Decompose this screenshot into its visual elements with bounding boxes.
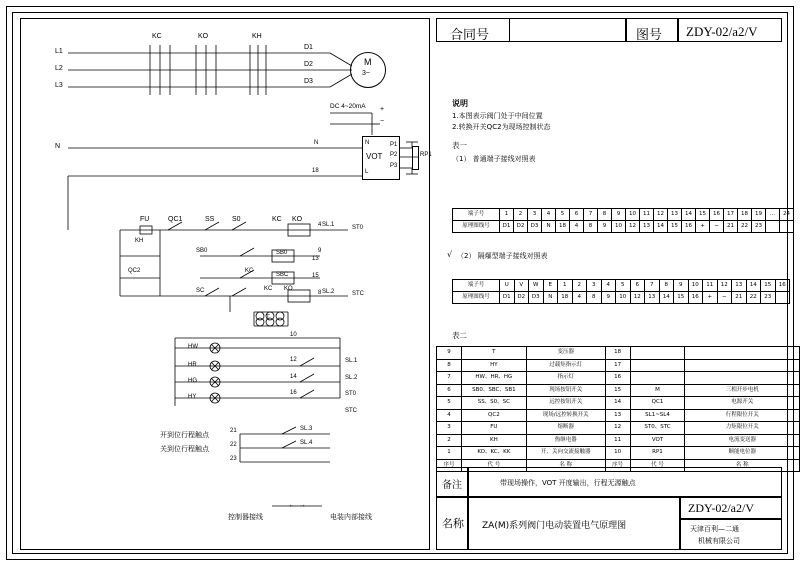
legend-cell: 3 <box>437 422 462 435</box>
terminal-no-cell: 10 <box>626 209 640 221</box>
terminal-no-cell: 11 <box>640 209 654 221</box>
wire-no-cell: 8 <box>587 292 602 304</box>
wire-no-cell: 13 <box>645 292 660 304</box>
rp1-potentiometer <box>412 146 419 170</box>
wire-no-cell: D1 <box>500 221 514 233</box>
legend-cell: 11 <box>605 434 630 447</box>
wire-10: 10 <box>290 332 297 338</box>
legend-cell: 10 <box>605 447 630 460</box>
terminal-no-cell: 4 <box>542 209 556 221</box>
label-D1: D1 <box>304 44 313 51</box>
wire-23: 23 <box>230 456 237 462</box>
terminal-no-cell: 5 <box>556 209 570 221</box>
wire-no-cell: 15 <box>674 292 689 304</box>
terminal-no-cell: 2 <box>572 280 587 292</box>
terminal-N: N <box>314 140 319 146</box>
motor-phases: 3~ <box>362 70 370 77</box>
legend-cell: 4 <box>437 409 462 422</box>
wire-15: 15 <box>312 273 319 279</box>
terminal-no-cell: 12 <box>717 280 732 292</box>
wire-no-cell: 13 <box>640 221 654 233</box>
label-T: T <box>266 315 270 321</box>
wire-no-cell: 23 <box>752 221 766 233</box>
label-QC2: QC2 <box>128 268 141 274</box>
coil-SBC: SBC <box>276 272 289 278</box>
name-value: ZA(M)系列阀门电动装置电气原理图 <box>482 521 627 531</box>
legend-cell: 远控按钮开关 <box>526 397 605 410</box>
label-KH2: KH <box>135 238 144 244</box>
label-minus: − <box>380 118 385 125</box>
label-KO3: KO <box>284 286 293 292</box>
label-L1: L1 <box>55 48 63 55</box>
legend-cell: 三相开步电机 <box>685 384 800 397</box>
legend-cell: SL1~SL4 <box>630 409 685 422</box>
terminal-no-cell: 19 <box>752 209 766 221</box>
controller-wiring-label: 控制器接线 <box>228 513 263 521</box>
wire-14: 14 <box>290 374 297 380</box>
terminal-row-header: 端子号 <box>453 280 500 292</box>
terminal-row-header: 端子号 <box>453 209 500 221</box>
vot-pin-P3: P3 <box>390 163 398 169</box>
terminal-no-cell: 8 <box>598 209 612 221</box>
wire-no-cell: 14 <box>659 292 674 304</box>
legend-cell: 熔断器 <box>526 422 605 435</box>
limit-ST0: ST0 <box>345 391 357 397</box>
terminal-no-cell: 12 <box>654 209 668 221</box>
wire-no-cell: 23 <box>761 292 776 304</box>
wire-no-cell: + <box>696 221 710 233</box>
legend-cell: HW、HR、HG <box>461 372 526 385</box>
name-label: 名称 <box>442 517 464 530</box>
device-internal-wiring-label: 电装内部接线 <box>330 513 372 521</box>
wire-no-cell: 4 <box>570 221 584 233</box>
legend-cell: 18 <box>605 347 630 360</box>
label-KC: KC <box>152 33 162 40</box>
label-KH: KH <box>252 33 262 40</box>
label-SB0: SB0 <box>196 248 208 254</box>
terminal-no-cell: 10 <box>688 280 703 292</box>
legend-header-cell: 名 称 <box>685 459 800 472</box>
legend-cell: QC1 <box>630 397 685 410</box>
contract-no-label: 合同号 <box>450 28 490 43</box>
terminal-no-cell: 7 <box>584 209 598 221</box>
label-SL1: SL.1 <box>322 222 335 228</box>
legend-cell: 热继电器 <box>526 434 605 447</box>
terminal-no-cell: 11 <box>703 280 718 292</box>
terminal-no-cell: 3 <box>528 209 542 221</box>
wire-no-cell: N <box>542 221 556 233</box>
legend-header-cell: 序号 <box>437 459 462 472</box>
label-KC3: KC <box>245 268 254 274</box>
legend-cell: 力矩限位开关 <box>685 422 800 435</box>
extra-SL4: SL.4 <box>300 440 313 446</box>
terminal-no-cell: E <box>543 280 558 292</box>
legend-cell: 7 <box>437 372 462 385</box>
terminal-no-cell: 24 <box>780 209 794 221</box>
terminal-no-cell: 9 <box>674 280 689 292</box>
terminal-no-cell: 6 <box>570 209 584 221</box>
legend-cell: T <box>461 347 526 360</box>
label-L2: L2 <box>55 65 63 72</box>
terminal-no-cell: 14 <box>746 280 761 292</box>
terminal-no-cell: 3 <box>587 280 602 292</box>
label-D3: D3 <box>304 78 313 85</box>
legend-cell: 开、关向交流接触器 <box>526 447 605 460</box>
notes-heading: 说明 <box>452 99 468 108</box>
label-KO: KO <box>198 33 209 40</box>
wire-no-cell: + <box>703 292 718 304</box>
drawing-no-value: ZDY-02/a2/V <box>686 24 758 39</box>
legend-header-cell: 代 号 <box>630 459 685 472</box>
terminal-no-cell: 2 <box>514 209 528 221</box>
terminal-no-cell: 5 <box>616 280 631 292</box>
company-line-2: 机械有限公司 <box>698 537 740 545</box>
terminal-no-cell: 1 <box>500 209 514 221</box>
wire-no-cell: 4 <box>572 292 587 304</box>
wire-no-cell: − <box>710 221 724 233</box>
legend-cell: 12 <box>605 422 630 435</box>
terminal-no-cell: V <box>514 280 529 292</box>
wire-no-cell: 21 <box>724 221 738 233</box>
label-SS: SS <box>205 216 215 223</box>
legend-cell: KH <box>461 434 526 447</box>
limit-SL1: SL.1 <box>345 358 358 364</box>
wire-no-cell: 18 <box>556 221 570 233</box>
terminal-no-cell: 9 <box>612 209 626 221</box>
lamp-HG: HG <box>188 378 197 384</box>
wire-no-cell: 12 <box>626 221 640 233</box>
terminal-no-cell: 15 <box>761 280 776 292</box>
company-line-1: 天津百利—二通 <box>690 525 739 533</box>
terminal-no-cell: U <box>500 280 515 292</box>
terminal-no-cell: W <box>529 280 544 292</box>
legend-cell: 顺能电位器 <box>685 447 800 460</box>
label-KC2: KC <box>272 216 282 223</box>
wire-no-cell: 10 <box>616 292 631 304</box>
legend-cell: SB0、SBC、SB1 <box>461 384 526 397</box>
wire-no-cell: 9 <box>601 292 616 304</box>
legend-cell: 现场按钮开关 <box>526 384 605 397</box>
table-one-check: √ <box>447 250 453 259</box>
label-D2: D2 <box>304 61 313 68</box>
wire-no-cell: 9 <box>598 221 612 233</box>
legend-cell: 17 <box>605 359 630 372</box>
wire-no-cell: D1 <box>500 292 515 304</box>
wire-4: 4 <box>318 222 322 228</box>
table-one-sub2: （2） 隔爆型端子接线对照表 <box>457 252 548 260</box>
legend-cell: 8 <box>437 359 462 372</box>
terminal-no-cell: 8 <box>659 280 674 292</box>
terminal-no-cell: 18 <box>738 209 752 221</box>
wire-no-cell: D3 <box>528 221 542 233</box>
vot-pin-P2: P2 <box>390 152 398 158</box>
lamp-HY: HY <box>188 394 197 400</box>
wire-no-cell: 22 <box>746 292 761 304</box>
vot-pin-P1: P1 <box>390 142 398 148</box>
rp1-label: RP1 <box>420 152 432 158</box>
name-code: ZDY-02/a2/V <box>688 501 754 515</box>
wire-no-cell: 21 <box>732 292 747 304</box>
label-dc-range: DC 4~20mA <box>330 103 366 110</box>
legend-cell: SS、S0、SC <box>461 397 526 410</box>
lamp-HR: HR <box>188 362 197 368</box>
legend-cell: M <box>630 384 685 397</box>
wire-no-cell: − <box>717 292 732 304</box>
legend-cell: 15 <box>605 384 630 397</box>
label-KO2: KO <box>292 216 303 223</box>
legend-cell: 6 <box>437 384 462 397</box>
legend-cell: 电源开关 <box>685 397 800 410</box>
wire-13: 13 <box>312 256 319 262</box>
legend-cell: 现场/远控转换开关 <box>526 409 605 422</box>
limit-SL2: SL.2 <box>345 375 358 381</box>
label-SL2: SL.2 <box>322 289 335 295</box>
wire-22: 22 <box>230 442 237 448</box>
table-one-sub1: （1） 普通端子接线对照表 <box>452 155 536 163</box>
vot-pin-L: L <box>365 169 369 175</box>
wire-no-cell: 15 <box>668 221 682 233</box>
legend-cell: 1 <box>437 447 462 460</box>
wire-no-cell: D2 <box>514 292 529 304</box>
legend-cell: 5 <box>437 397 462 410</box>
terminal-18: 18 <box>312 168 319 174</box>
coil-SB0: SB0 <box>276 250 288 256</box>
legend-cell: 13 <box>605 409 630 422</box>
open-position-contact-label: 开到位行程触点 <box>160 431 209 439</box>
table-two-caption: 表二 <box>452 331 467 340</box>
legend-cell: 指示灯 <box>526 372 605 385</box>
legend-cell: 过载矩指示灯 <box>526 359 605 372</box>
terminal-no-cell: 14 <box>682 209 696 221</box>
note-item-2: 2.转换开关QC2为现场控制状态 <box>452 123 551 131</box>
wire-no-cell: D3 <box>529 292 544 304</box>
legend-cell: KO、KC、KK <box>461 447 526 460</box>
wire-no-cell: N <box>543 292 558 304</box>
legend-cell: ST0、STC <box>630 422 685 435</box>
motor-symbol: M <box>364 57 372 67</box>
terminal-no-cell: … <box>766 209 780 221</box>
legend-header-cell: 序号 <box>605 459 630 472</box>
legend-cell: 9 <box>437 347 462 360</box>
wire-16: 16 <box>290 390 297 396</box>
legend-header-cell: 代 号 <box>461 459 526 472</box>
wire-no-cell: 10 <box>612 221 626 233</box>
vot-label: VOT <box>366 152 383 161</box>
label-STC: STC <box>352 291 364 297</box>
terminal-no-cell: 13 <box>732 280 747 292</box>
terminal-no-cell: 15 <box>696 209 710 221</box>
extra-SL3: SL.3 <box>300 426 313 432</box>
legend-header-cell: 名 称 <box>526 459 605 472</box>
wire-no-cell: 16 <box>682 221 696 233</box>
terminal-no-cell: 7 <box>645 280 660 292</box>
terminal-no-cell: 13 <box>668 209 682 221</box>
wire-9: 9 <box>318 248 322 254</box>
note-item-1: 1.本图表示阀门处于中间位置 <box>452 112 543 120</box>
wiring-direction-arrows: ← → <box>288 500 307 509</box>
legend-cell: 16 <box>605 372 630 385</box>
wire-no-cell: 22 <box>738 221 752 233</box>
legend-cell: 行程限位开关 <box>685 409 800 422</box>
wire-no-cell: 12 <box>630 292 645 304</box>
label-L3: L3 <box>55 82 63 89</box>
legend-cell: HY <box>461 359 526 372</box>
close-position-contact-label: 关到位行程触点 <box>160 445 209 453</box>
terminal-no-cell: 4 <box>601 280 616 292</box>
legend-cell: RP1 <box>630 447 685 460</box>
label-S0: S0 <box>232 216 241 223</box>
wire-8: 8 <box>318 290 322 296</box>
limit-STC: STC <box>345 408 357 414</box>
drawing-no-label: 图号 <box>636 28 663 43</box>
remark-label: 备注 <box>442 480 462 491</box>
wire-no-cell: 14 <box>654 221 668 233</box>
wire-no-cell: 18 <box>558 292 573 304</box>
legend-cell: 14 <box>605 397 630 410</box>
wire-row-header: 原理图线号 <box>453 221 500 233</box>
legend-cell: 2 <box>437 434 462 447</box>
table-one-caption: 表一 <box>452 141 467 150</box>
label-KC4: KC <box>264 286 273 292</box>
vot-pin-N: N <box>365 140 370 146</box>
legend-cell: 电流变送器 <box>685 434 800 447</box>
terminal-no-cell: 17 <box>724 209 738 221</box>
terminal-no-cell: 16 <box>775 280 790 292</box>
legend-cell: FU <box>461 422 526 435</box>
wire-no-cell: 8 <box>584 221 598 233</box>
wire-21: 21 <box>230 428 237 434</box>
terminal-no-cell: 6 <box>630 280 645 292</box>
wire-no-cell: D2 <box>514 221 528 233</box>
terminal-no-cell: 16 <box>710 209 724 221</box>
remark-value: 带现场操作，VOT 开度输出，行程无源触点 <box>500 479 636 487</box>
legend-cell: VOT <box>630 434 685 447</box>
wire-12: 12 <box>290 357 297 363</box>
wire-row-header: 原理图线号 <box>453 292 500 304</box>
lamp-HW: HW <box>188 344 198 350</box>
label-ST0: ST0 <box>352 225 364 231</box>
wire-no-cell: 16 <box>688 292 703 304</box>
label-plus: + <box>380 106 385 113</box>
label-N: N <box>55 143 61 150</box>
legend-cell: QC2 <box>461 409 526 422</box>
legend-cell: 变压器 <box>526 347 605 360</box>
label-SC: SC <box>196 288 205 294</box>
terminal-no-cell: 1 <box>558 280 573 292</box>
label-QC1: QC1 <box>168 216 183 223</box>
label-FU: FU <box>140 216 150 223</box>
